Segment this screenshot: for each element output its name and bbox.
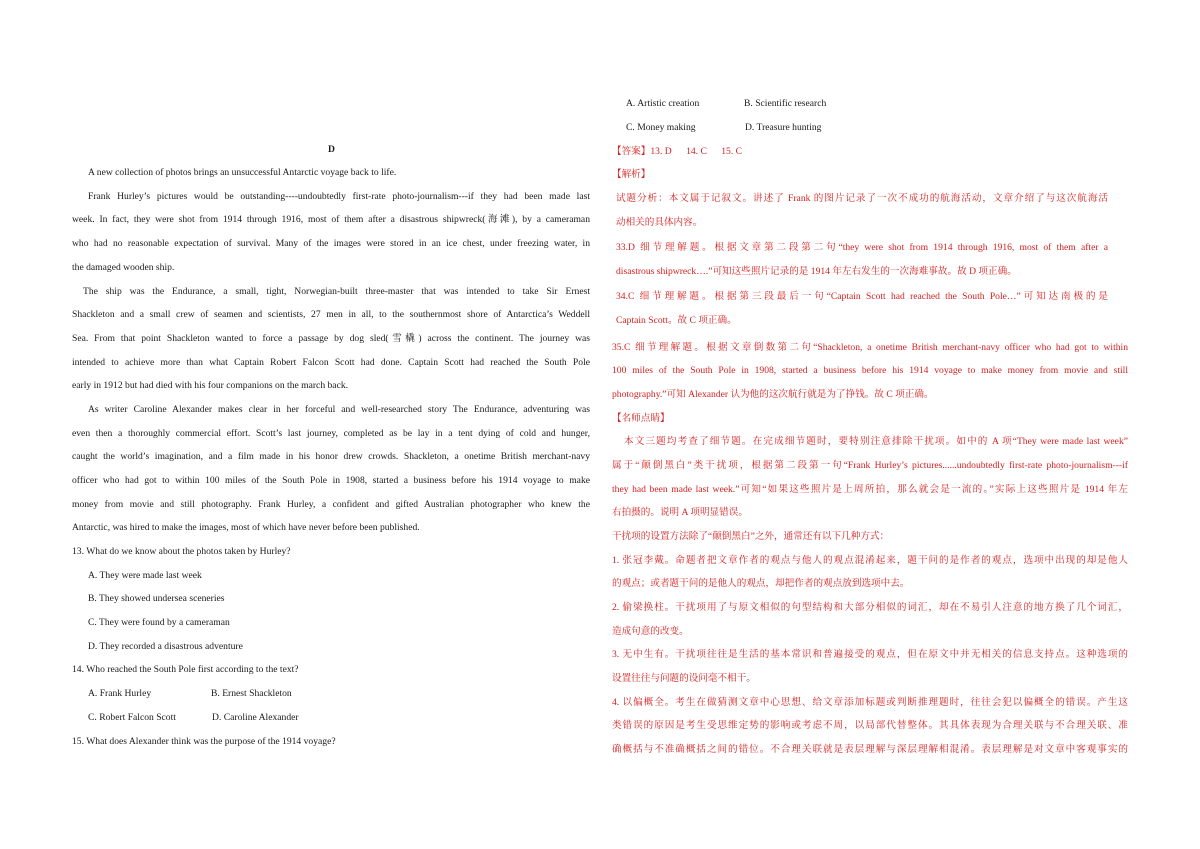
p1-line-1: Frank Hurley’s pictures would be outstanding----undoubtedly first-rate photo-journalism---if they had been made last bbox=[88, 191, 590, 202]
p1-line-2: week. In fact, they were shot from 1914 through 1916, most of them after a disastrous shipwreck(海滩), by a cameraman bbox=[72, 214, 590, 225]
p2-line-1: The ship was the Endurance, a small, tight, Norwegian-built three-master that was intended to take Sir Ernest bbox=[83, 286, 590, 297]
method-2-line-1: 2. 偷梁换柱。干扰项用了与原文相似的句型结构和大部分相似的词汇，却在不易引人注意的地方换了几个词汇， bbox=[612, 602, 1128, 613]
p3-line-4: officer who had got to within 100 miles of the South Pole in 1908, started a business before his 1914 voyage to make bbox=[72, 475, 590, 486]
method-3-line-1: 3. 无中生有。干扰项往往是生活的基本常识和普遍接受的观点，但在原文中并无相关的信息支持点。这种选项的 bbox=[612, 649, 1128, 660]
tips-line-1: 本文三题均考查了细节题。在完成细节题时，要特别注意排除干扰项。如中的 A 项“They were made last week” bbox=[624, 436, 1128, 447]
answer-key: 【答案】13. D 14. C 15. C bbox=[612, 146, 743, 157]
method-2-line-2: 造成句意的改变。 bbox=[612, 626, 689, 637]
method-1-line-2: 的观点；或者题干问的是他人的观点，却把作者的观点放到选项中去。 bbox=[612, 578, 910, 589]
p2-line-5: early in 1912 but had died with his four companions on the march back. bbox=[72, 380, 349, 391]
analysis-line-1: 试题分析：本文属于记叙文。讲述了 Frank 的图片记录了一次不成功的航海活动，文章介绍了与这次航海活 bbox=[616, 193, 1108, 204]
answer-35-line-1: 35.C 细节理解题。根据文章倒数第二句“Shackleton, a onetime British merchant-navy officer who had got to within bbox=[612, 342, 1128, 353]
method-1-line-1: 1. 张冠李戴。命题者把文章作者的观点与他人的观点混淆起来，题干问的是作者的观点，选项中出现的却是他人 bbox=[612, 555, 1128, 566]
analysis-tag: 【解析】 bbox=[612, 169, 651, 180]
p3-line-6: Antarctic, was hired to make the images, most of which have never before been published. bbox=[72, 522, 420, 533]
p2-line-4: intended to achieve more than what Captain Robert Falcon Scott had done. Captain Scott had reached the South Pole bbox=[72, 357, 590, 368]
section-letter: D bbox=[328, 144, 335, 155]
q14-option-d: D. Caroline Alexander bbox=[212, 712, 299, 723]
q15-option-b: B. Scientific research bbox=[744, 98, 827, 109]
method-4-line-2: 类错误的原因是考生受思维定势的影响或考虑不周，以局部代替整体。其具体表现为合理关联与不合理关联、准 bbox=[612, 720, 1128, 731]
q13-option-a: A. They were made last week bbox=[88, 570, 202, 581]
tips-line-2: 属于“颠倒黑白”类干扰项，根据第二段第一句“Frank Hurley’s pictures......undoubtedly first-rate photo-journalism---if bbox=[612, 460, 1128, 471]
p3-line-5: money from movie and still photography. Frank Hurley, a confident and gifted Australian photographer who knew the bbox=[72, 499, 590, 510]
q14-option-b: B. Ernest Shackleton bbox=[211, 688, 292, 699]
q15-option-a: A. Artistic creation bbox=[626, 98, 700, 109]
method-3-line-2: 设置往往与问题的设问毫不相干。 bbox=[612, 673, 756, 684]
answer-34-line-2: Captain Scott。故 C 项正确。 bbox=[616, 315, 737, 326]
methods-intro: 干扰项的设置方法除了“颠倒黑白”之外，通常还有以下几种方式： bbox=[612, 531, 890, 542]
p1-line-3: who had no reasonable expectation of survival. Many of the images were stored in an ice chest, under freezing water, in bbox=[72, 238, 590, 249]
question-14: 14. Who reached the South Pole first according to the text? bbox=[72, 664, 299, 675]
p3-line-2: even then a thoroughly commercial effort. Scott’s last journey, completed as be lay in a tent dying of cold and hunger, bbox=[72, 428, 590, 439]
answer-33-line-1: 33.D 细节理解题。根据文章第二段第二句“they were shot from 1914 through 1916, most of them after a bbox=[616, 242, 1108, 253]
question-13: 13. What do we know about the photos taken by Hurley? bbox=[72, 546, 291, 557]
question-15: 15. What does Alexander think was the purpose of the 1914 voyage? bbox=[72, 736, 336, 747]
answer-34-line-1: 34.C 细节理解题。根据第三段最后一句“Captain Scott had reached the South Pole…”可知达南极的是 bbox=[616, 291, 1108, 302]
q15-option-c: C. Money making bbox=[626, 122, 696, 133]
p2-line-3: Sea. From that point Shackleton wanted to force a passage by dog sled(雪橇) across the continent. The journey was bbox=[72, 333, 590, 344]
p3-line-1: As writer Caroline Alexander makes clear in her forceful and well-researched story The Endurance, adventuring was bbox=[88, 404, 590, 415]
p3-line-3: caught the world’s imagination, and a film made in his honor drew crowds. Shackleton, a onetime British merchant-navy bbox=[72, 451, 590, 462]
q13-option-d: D. They recorded a disastrous adventure bbox=[88, 641, 243, 652]
q15-option-d: D. Treasure hunting bbox=[745, 122, 822, 133]
method-4-line-3: 确概括与不准确概括之间的错位。不合理关联就是表层理解与深层理解相混淆。表层理解是对文章中客观事实的 bbox=[612, 744, 1128, 755]
answer-35-line-2: 100 miles of the South Pole in 1908, started a business before his 1914 voyage to make money from movie and still bbox=[612, 365, 1128, 376]
method-4-line-1: 4. 以偏概全。考生在做猜测文章中心思想、给文章添加标题或判断推理题时，往往会犯以偏概全的错误。产生这 bbox=[612, 697, 1128, 708]
p1-line-4: the damaged wooden ship. bbox=[72, 262, 175, 273]
passage-intro: A new collection of photos brings an unsuccessful Antarctic voyage back to life. bbox=[88, 167, 397, 178]
answer-33-line-2: disastrous shipwreck….”可知这些照片记录的是 1914 年左右发生的一次海难事故。故 D 项正确。 bbox=[616, 266, 1017, 277]
answer-35-line-3: photography.”可知 Alexander 认为他的这次航行就是为了挣钱。故 C 项正确。 bbox=[612, 389, 934, 400]
p2-line-2: Shackleton and a small crew of seamen and scientists, 27 men in all, to the southernmost shore of Antarctica’s Weddell bbox=[72, 309, 590, 320]
q13-option-b: B. They showed undersea sceneries bbox=[88, 593, 225, 604]
tips-line-3: they had been made last week.”可知“如果这些照片是上周所拍，那么就会是一流的。”实际上这些照片是 1914 年左 bbox=[612, 484, 1128, 495]
q13-option-c: C. They were found by a cameraman bbox=[88, 617, 230, 628]
q14-option-c: C. Robert Falcon Scott bbox=[88, 712, 176, 723]
tips-tag: 【名师点睛】 bbox=[612, 413, 670, 424]
tips-line-4: 右拍摄的。说明 A 项明显错误。 bbox=[612, 507, 748, 518]
q14-option-a: A. Frank Hurley bbox=[88, 688, 152, 699]
analysis-line-2: 动相关的具体内容。 bbox=[616, 217, 703, 228]
